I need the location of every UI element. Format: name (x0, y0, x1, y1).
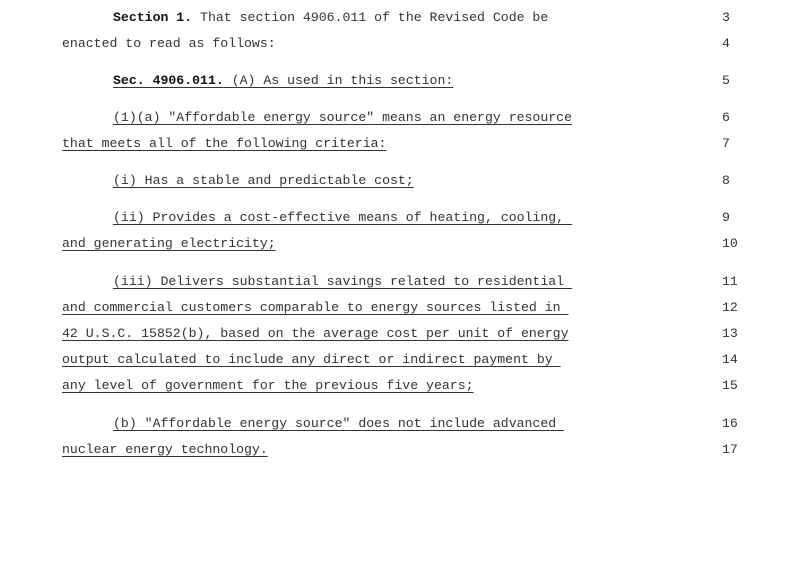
line-number: 7 (722, 136, 730, 151)
line-number: 4 (722, 36, 730, 51)
line-number: 8 (722, 173, 730, 188)
sec-heading-label: Sec. 4906.011. (113, 73, 224, 88)
text-line-6: (1)(a) "Affordable energy source" means an energy resource (113, 110, 572, 125)
line-number: 17 (722, 442, 738, 457)
section-heading-continuation: enacted to read as follows: (62, 36, 276, 51)
text-line-8: (i) Has a stable and predictable cost; (113, 173, 414, 188)
section-heading (113, 10, 548, 26)
sec-heading (113, 73, 453, 89)
line-number: 5 (722, 73, 730, 88)
section-heading-label: Section 1. (113, 10, 193, 25)
text-line-7: that meets all of the following criteria: (62, 136, 387, 151)
text-line-14: output calculated to include any direct or indirect payment by (62, 352, 561, 367)
text-line-9: (ii) Provides a cost-effective means of heating, cooling, (113, 210, 572, 225)
text-line-12: and commercial customers comparable to energy sources listed in (62, 300, 569, 315)
section-heading-text: That section 4906.011 of the Revised Code be (192, 10, 549, 25)
text-line-17: nuclear energy technology. (62, 442, 268, 457)
line-number: 10 (722, 236, 738, 251)
line-number: 11 (722, 274, 738, 289)
text-line-15: any level of government for the previous five years; (62, 378, 474, 393)
line-number: 13 (722, 326, 738, 341)
line-number: 9 (722, 210, 730, 225)
line-number: 12 (722, 300, 738, 315)
line-number: 14 (722, 352, 738, 367)
line-number: 15 (722, 378, 738, 393)
text-line-16: (b) "Affordable energy source" does not include advanced (113, 416, 565, 431)
sec-heading-text: (A) As used in this section: (223, 73, 454, 88)
text-line-11: (iii) Delivers substantial savings related to residential (113, 274, 572, 289)
text-line-13: 42 U.S.C. 15852(b), based on the average cost per unit of energy (62, 326, 569, 341)
line-number: 16 (722, 416, 738, 431)
line-number: 6 (722, 110, 730, 125)
text-line-10: and generating electricity; (62, 236, 276, 251)
line-number: 3 (722, 10, 730, 25)
